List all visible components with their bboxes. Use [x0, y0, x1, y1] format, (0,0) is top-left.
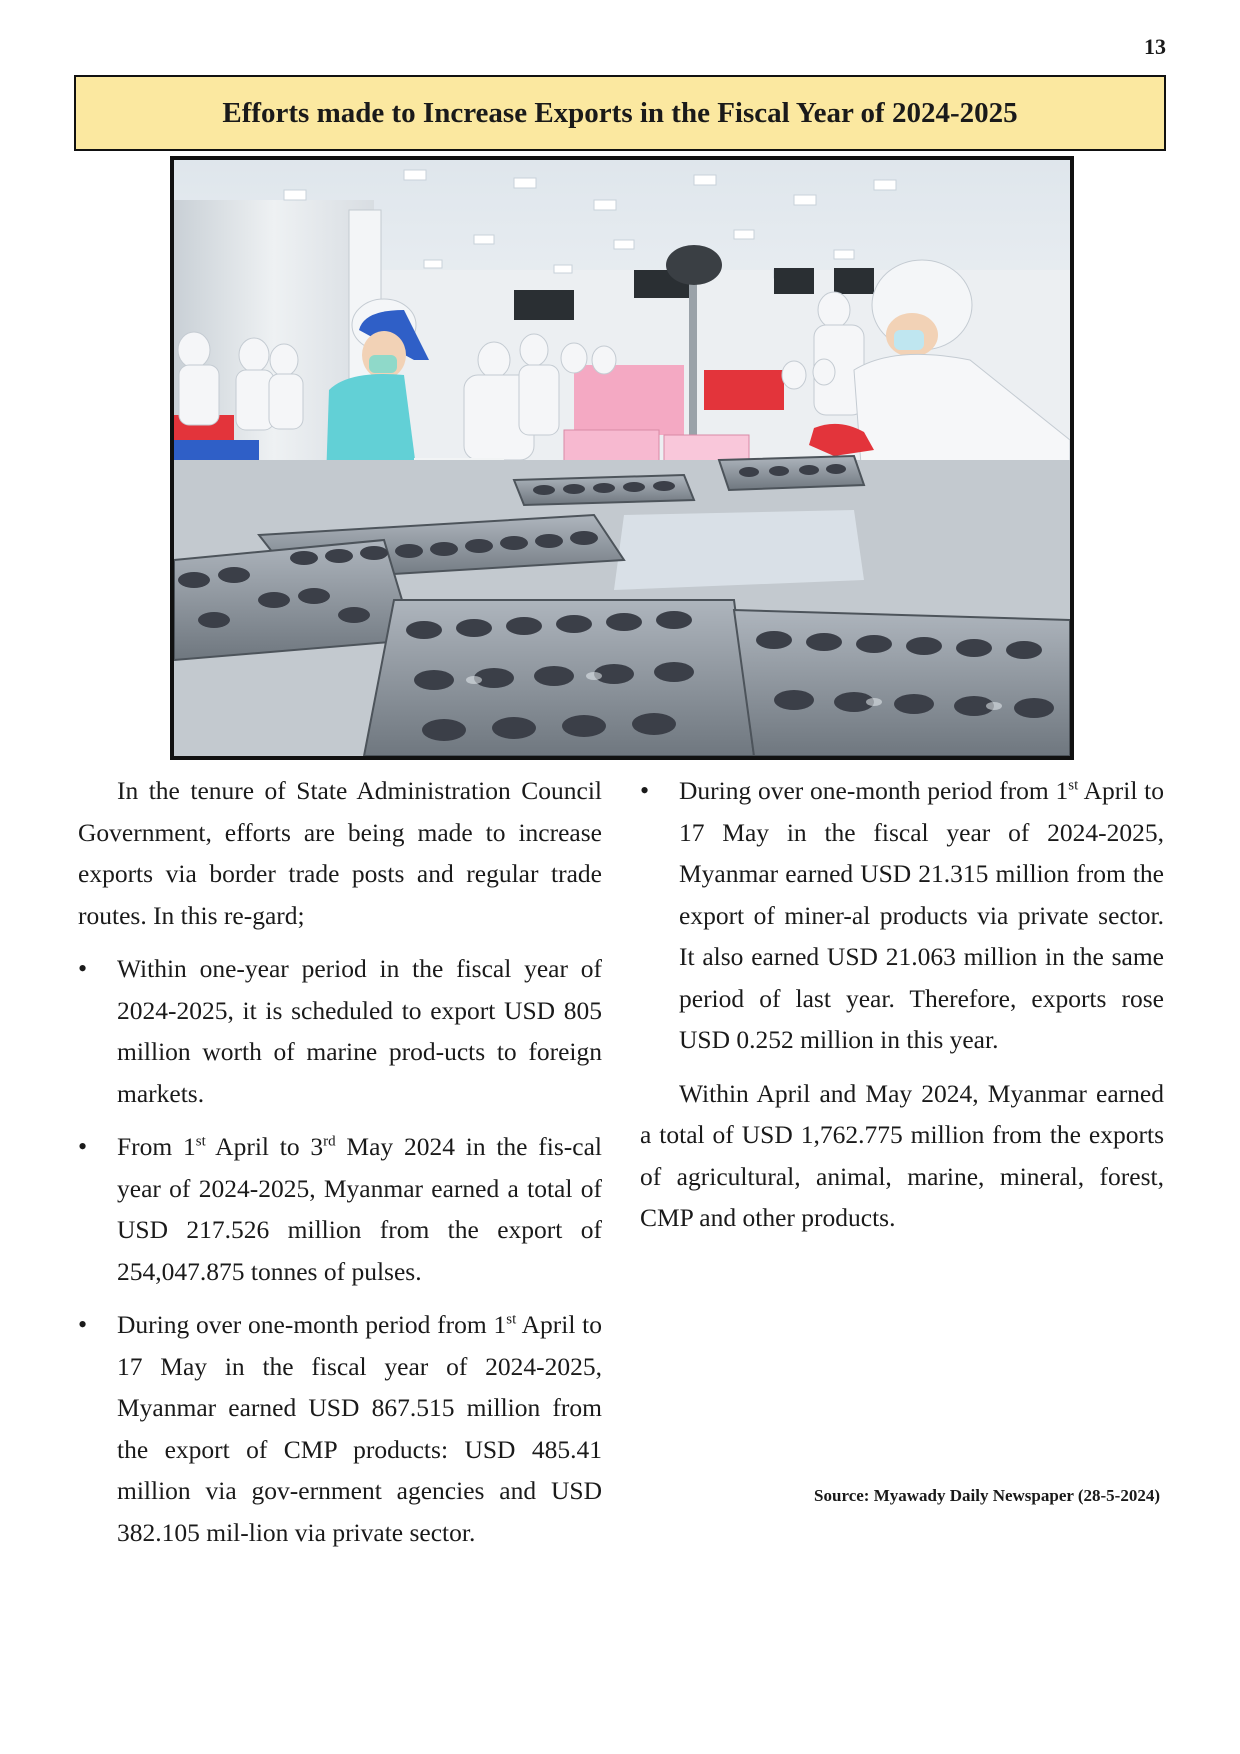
left-column [78, 770, 602, 1553]
page-title: Efforts made to Increase Exports in the Fiscal Year of 2024-2025 [222, 96, 1018, 129]
bullet-list-left [78, 948, 602, 1553]
source-citation: Source: Myawady Daily Newspaper (28-5-2024) [814, 1486, 1160, 1505]
bullet-list-right [640, 770, 1164, 1061]
intro-paragraph: In the tenure of State Administration Council Government, efforts are being made to increase exports via border trade posts and regular trade routes. In this re-gard; [78, 776, 602, 930]
right-column [640, 770, 1164, 1239]
bullet-pulses-export: • From 1st April to 3rd May 2024 in the fis-cal year of 2024-2025, Myanmar earned a total of USD 217.526 million from the export of 254,047.875 tonnes of pulses. [78, 1126, 602, 1292]
factory-photo [170, 156, 1074, 760]
closing-paragraph: Within April and May 2024, Myanmar earned a total of USD 1,762.775 million from the exports of agricultural, animal, marine, mineral, forest, CMP and other products. [640, 1078, 1164, 1232]
seafood-processing-illustration [174, 160, 1070, 756]
page-number: 13 [1144, 34, 1166, 59]
title-banner [74, 75, 1166, 151]
bullet-mineral-products: • During over one-month period from 1st April to 17 May in the fiscal year of 2024-2025, Myanmar earned USD 21.315 million from the export of miner-al products via private sector. It also earned USD 21.063 million in the same period of last year. Therefore, exports rose USD 0.252 million in this year. [640, 770, 1164, 1061]
bullet-cmp-products: • During over one-month period from 1st April to 17 May in the fiscal year of 2024-2025, Myanmar earned USD 867.515 million from the export of CMP products: USD 485.41 million via gov-ernment agencies and USD 382.105 mil-lion via private sector. [78, 1304, 602, 1553]
bullet-marine-products: • Within one-year period in the fiscal year of 2024-2025, it is scheduled to export USD 805 million worth of marine prod-ucts to foreign markets. [78, 948, 602, 1114]
